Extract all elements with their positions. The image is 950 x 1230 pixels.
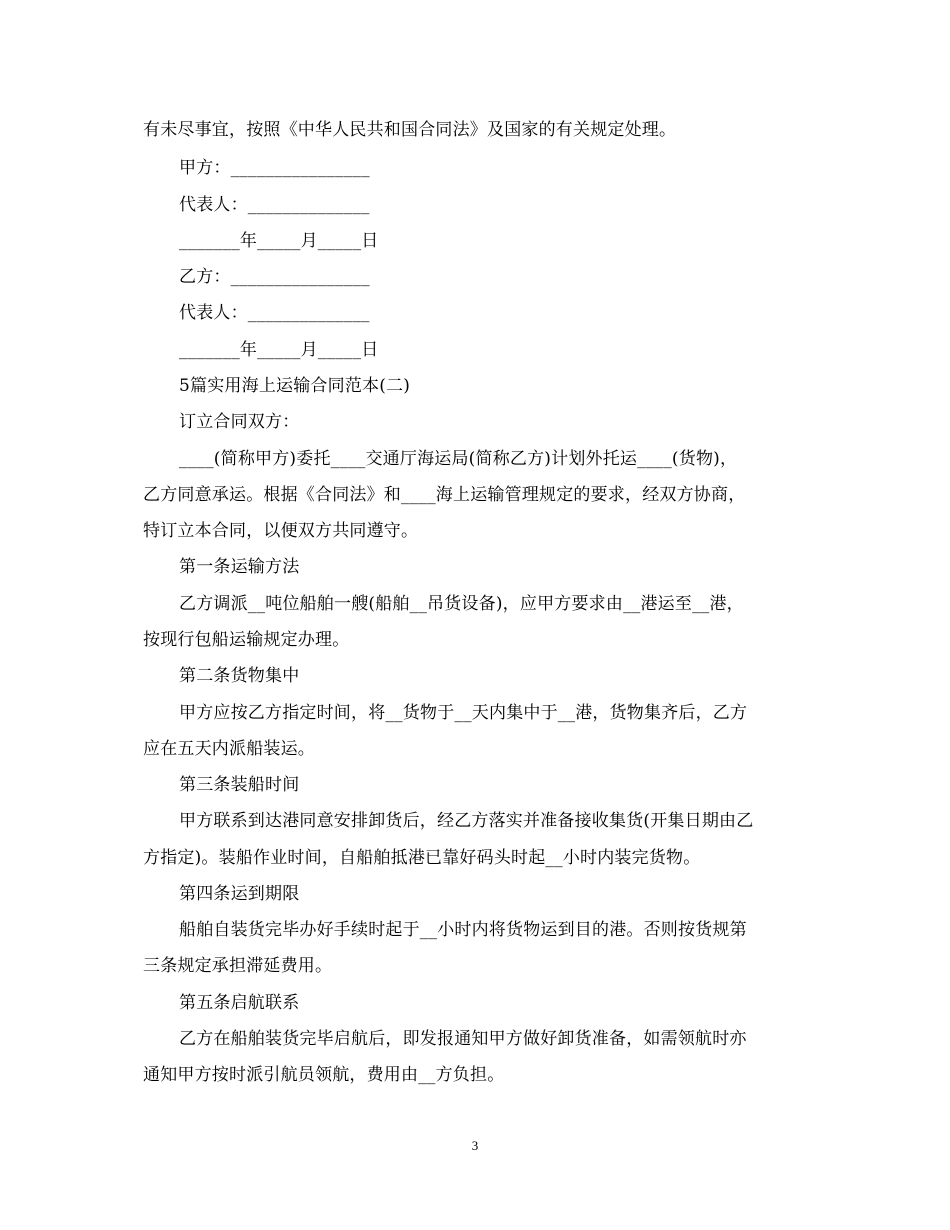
signature-date-b: _______年_____月_____日 bbox=[179, 340, 379, 360]
clause-heading: 第二条货物集中 bbox=[179, 666, 300, 686]
paragraph-line: 特订立本合同，以便双方共同遵守。 bbox=[143, 521, 419, 541]
paragraph-line: ____(简称甲方)委托____交通厅海运局(简称乙方)计划外托运____(货物)， bbox=[179, 449, 738, 469]
paragraph-line: 甲方应按乙方指定时间，将__货物于__天内集中于__港，货物集齐后，乙方 bbox=[179, 703, 748, 723]
signature-representative-a: 代表人：______________ bbox=[179, 195, 370, 215]
paragraph-line: 方指定)。装船作业时间，自船舶抵港已靠好码头时起__小时内装完货物。 bbox=[143, 848, 701, 868]
paragraph-line: 按现行包船运输规定办理。 bbox=[143, 630, 350, 650]
paragraph-line: 乙方调派__吨位船舶一艘(船舶__吊货设备)，应甲方要求由__港运至__港， bbox=[179, 594, 744, 614]
paragraph-line: 甲方联系到达港同意安排卸货后，经乙方落实并准备接收集货(开集日期由乙 bbox=[179, 811, 754, 831]
paragraph-line: 乙方在船舶装货完毕启航后，即发报通知甲方做好卸货准备，如需领航时亦 bbox=[179, 1029, 747, 1049]
clause-heading: 第五条启航联系 bbox=[179, 993, 300, 1013]
clause-heading: 第四条运到期限 bbox=[179, 884, 300, 904]
paragraph-line: 订立合同双方： bbox=[179, 412, 300, 432]
signature-date-a: _______年_____月_____日 bbox=[179, 231, 379, 251]
paragraph-line: 有未尽事宜，按照《中华人民共和国合同法》及国家的有关规定处理。 bbox=[143, 120, 677, 140]
paragraph-line: 船舶自装货完毕办好手续时起于__小时内将货物运到目的港。否则按货规第 bbox=[179, 920, 747, 940]
clause-heading: 第一条运输方法 bbox=[179, 557, 300, 577]
page-number: 3 bbox=[471, 1138, 479, 1153]
section-title: 5篇实用海上运输合同范本(二) bbox=[179, 376, 411, 396]
clause-heading: 第三条装船时间 bbox=[179, 775, 300, 795]
signature-party-b: 乙方：________________ bbox=[179, 267, 370, 287]
paragraph-line: 通知甲方按时派引航员领航，费用由__方负担。 bbox=[143, 1065, 505, 1085]
paragraph-line: 应在五天内派船装运。 bbox=[143, 739, 315, 759]
paragraph-line: 三条规定承担滞延费用。 bbox=[143, 956, 333, 976]
paragraph-line: 乙方同意承运。根据《合同法》和____海上运输管理规定的要求，经双方协商， bbox=[143, 485, 746, 505]
signature-party-a: 甲方：________________ bbox=[179, 158, 370, 178]
signature-representative-b: 代表人：______________ bbox=[179, 303, 370, 323]
